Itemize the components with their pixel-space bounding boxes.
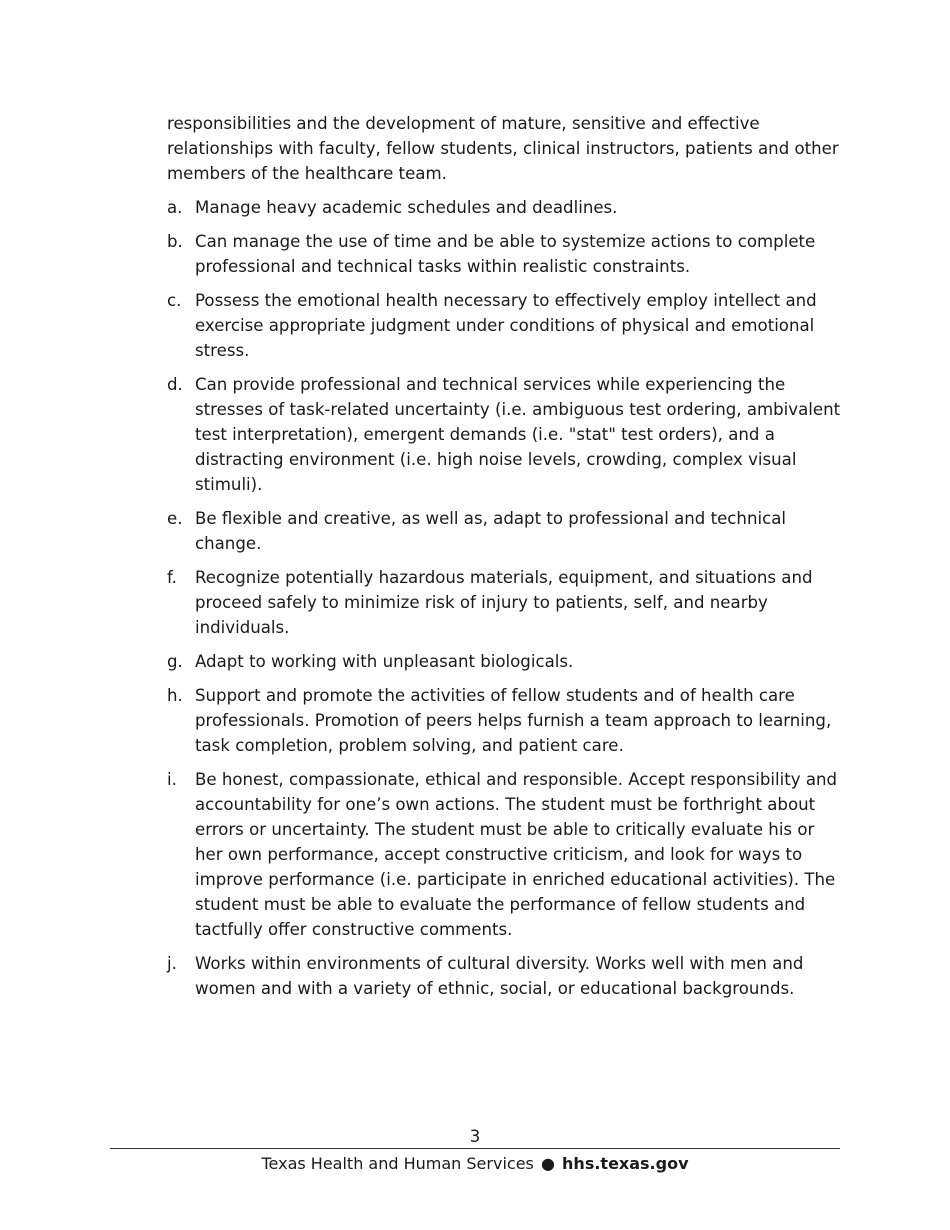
list-item-text: Support and promote the activities of fellow students and of health care professionals. Promotion of peers helps furnish a team approach to learning, task completion, problem solving, and patient care. <box>195 686 832 755</box>
list-item-text: Be honest, compassionate, ethical and responsible. Accept responsibility and accountability for one’s own actions. The student must be forthright about errors or uncertainty. The student must be able to critically evaluate his or her own performance, accept constructive criticism, and look for ways to improve performance (i.e. participate in enriched educational activities). The student must be able to evaluate the performance of fellow students and tactfully offer constructive comments. <box>195 770 838 939</box>
list-marker: h. <box>167 686 183 705</box>
intro-paragraph: responsibilities and the development of mature, sensitive and effective relationships with faculty, fellow students, clinical instructors, patients and other members of the healthcare team. <box>167 114 839 183</box>
list-item-text: Manage heavy academic schedules and deadlines. <box>195 198 618 217</box>
list-marker: b. <box>167 232 183 251</box>
list-marker: e. <box>167 509 183 528</box>
list-item-text: Can provide professional and technical services while experiencing the stresses of task-related uncertainty (i.e. ambiguous test ordering, ambivalent test interpretation), emergent demands (i.e. "stat" test orders), and a distracting environment (i.e. high noise levels, crowding, complex visual stimuli). <box>195 375 841 494</box>
footer-agency: Texas Health and Human Services <box>261 1154 534 1173</box>
list-item-i <box>167 767 847 942</box>
list-marker: j. <box>167 954 177 973</box>
list-item-text: Possess the emotional health necessary to effectively employ intellect and exercise appropriate judgment under conditions of physical and emotional stress. <box>195 291 817 360</box>
list-item-f <box>167 565 847 640</box>
list-item-text: Adapt to working with unpleasant biologicals. <box>195 652 574 671</box>
list-item-h <box>167 683 847 758</box>
list-item-a <box>167 195 847 220</box>
list-item-j <box>167 951 847 1001</box>
list-marker: c. <box>167 291 182 310</box>
list-item-g <box>167 649 847 674</box>
footer-website-link[interactable]: hhs.texas.gov <box>562 1154 689 1173</box>
list-marker: d. <box>167 375 183 394</box>
document-body <box>167 111 847 1010</box>
list-marker: g. <box>167 652 183 671</box>
list-item-c <box>167 288 847 363</box>
list-marker: a. <box>167 198 183 217</box>
page-number: 3 <box>469 1127 481 1146</box>
list-marker: f. <box>167 568 177 587</box>
footer-bullet-icon: ● <box>540 1154 555 1173</box>
list-item-text: Works within environments of cultural diversity. Works well with men and women and with a variety of ethnic, social, or educational backgrounds. <box>195 954 804 998</box>
list-marker: i. <box>167 770 177 789</box>
list-item-text: Recognize potentially hazardous materials, equipment, and situations and proceed safely to minimize risk of injury to patients, self, and nearby individuals. <box>195 568 813 637</box>
requirements-list <box>167 195 847 1001</box>
list-item-text: Be flexible and creative, as well as, adapt to professional and technical change. <box>195 509 786 553</box>
list-item-d <box>167 372 847 497</box>
list-item-text: Can manage the use of time and be able to systemize actions to complete professional and technical tasks within realistic constraints. <box>195 232 816 276</box>
list-item-b <box>167 229 847 279</box>
page-footer <box>0 1152 950 1176</box>
list-item-e <box>167 506 847 556</box>
footer-divider <box>110 1148 840 1149</box>
